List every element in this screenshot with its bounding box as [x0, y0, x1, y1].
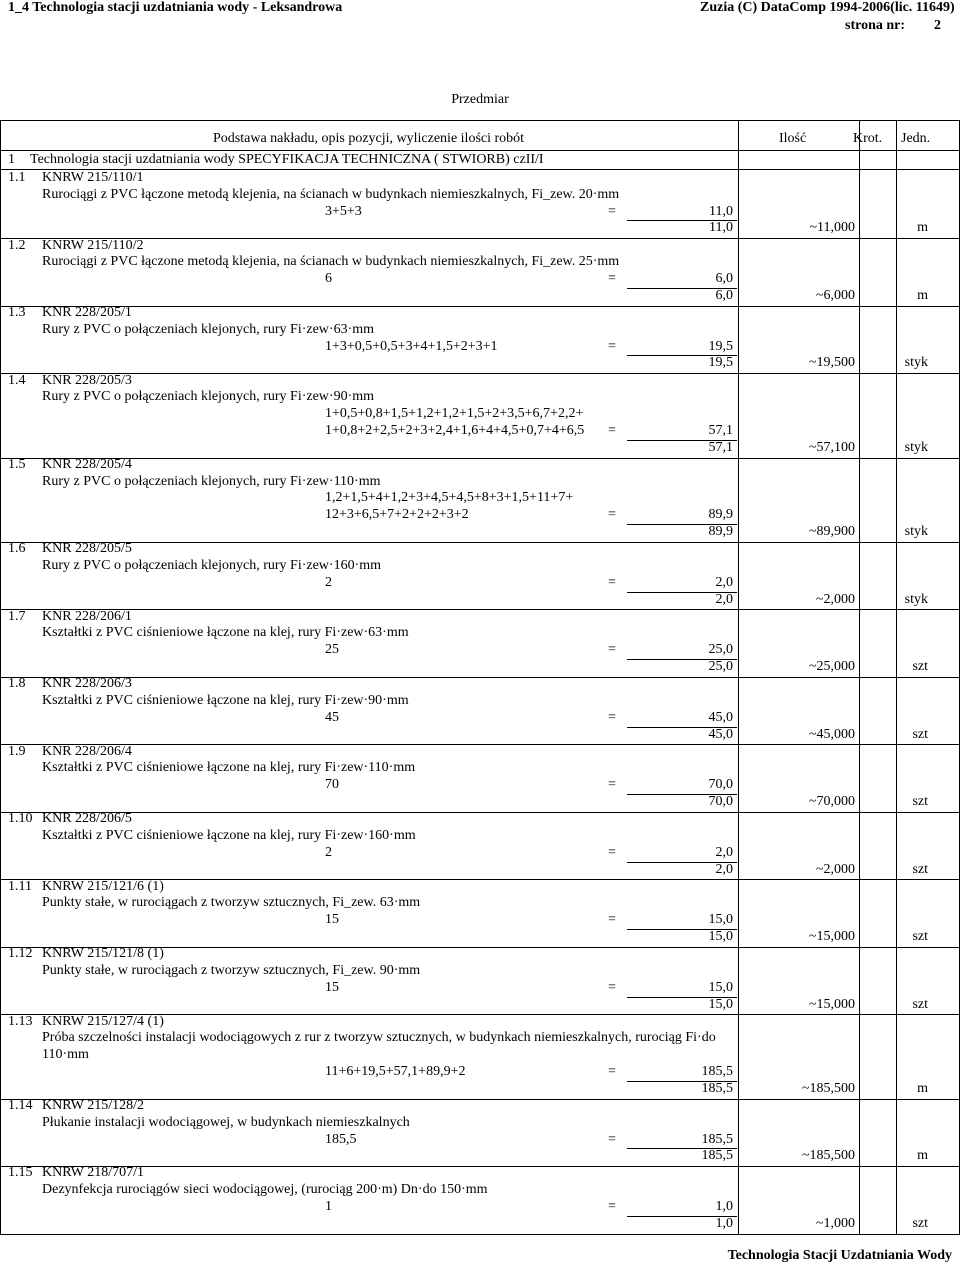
item-calculation: 1+0,5+0,8+1,5+1,2+1,2+1,5+2+3,5+6,7+2,2+	[325, 406, 584, 422]
item-code: KNR 228/206/5	[42, 811, 132, 827]
item-description: 110·mm	[42, 1047, 89, 1063]
item-code: KNRW 215/110/2	[42, 237, 144, 253]
item-number: 1.2	[8, 237, 26, 253]
item-sum: 11,0	[709, 220, 733, 236]
item-unit: szt	[912, 794, 928, 809]
item-description: Punkty stałe, w rurociągach z tworzyw sztucznych, Fi_zew. 90·mm	[42, 962, 421, 978]
item-krot: ~15,000	[808, 996, 855, 1012]
item-calculation: 2	[325, 574, 332, 590]
item-code: KNR 228/206/1	[42, 608, 132, 624]
item-unit: szt	[912, 1215, 928, 1231]
item-krot: ~45,000	[808, 726, 855, 742]
item-sum: 70,0	[708, 794, 733, 809]
item-unit: styk	[904, 355, 928, 371]
page-number-value: 2	[934, 18, 942, 33]
item-description: Kształtki z PVC ciśnieniowe łączone na klej, rury Fi·zew·90·mm	[42, 692, 409, 708]
item-krot: ~70,000	[808, 794, 855, 809]
item-calculation: 12+3+6,5+7+2+2+2+3+2	[325, 507, 469, 523]
page-title: Przedmiar	[451, 92, 509, 107]
item-code: KNR 228/205/3	[42, 372, 132, 388]
item-krot: ~89,900	[808, 524, 855, 539]
column-header-krot: Krot.	[853, 131, 883, 146]
item-krot: ~25,000	[808, 659, 855, 674]
section-bottom-border	[0, 169, 960, 170]
item-unit: m	[917, 287, 928, 303]
document-footer: Technologia Stacji Uzdatniania Wody	[727, 1248, 952, 1263]
item-calculation: 1+0,8+2+2,5+2+3+2,4+1,6+4+4,5+0,7+4+6,5	[325, 422, 585, 438]
column-header-desc: Podstawa nakładu, opis pozycji, wyliczenie ilości robót	[213, 131, 525, 146]
row-separator	[0, 677, 960, 678]
item-equals: =	[608, 1064, 616, 1079]
item-sum: 15,0	[708, 996, 733, 1012]
item-calculation: 1,2+1,5+4+1,2+3+4,5+4,5+8+3+1,5+11+7+	[325, 490, 574, 506]
item-value: 1,0	[715, 1199, 733, 1214]
item-krot: ~11,000	[809, 220, 855, 236]
item-unit: m	[917, 1080, 928, 1096]
item-description: Rurociągi z PVC łączone metodą klejenia, na ścianach w budynkach niemieszkalnych, Fi_zew. 25·mm	[42, 254, 620, 270]
item-calculation: 1	[325, 1199, 332, 1214]
item-code: KNRW 218/707/1	[42, 1165, 145, 1181]
item-equals: =	[608, 844, 616, 860]
item-description: Rury z PVC o połączeniach klejonych, rury Fi·zew·110·mm	[42, 473, 381, 489]
item-description: Punkty stałe, w rurociągach z tworzyw sztucznych, Fi_zew. 63·mm	[42, 895, 421, 911]
item-sum: 19,5	[708, 355, 733, 371]
item-number: 1.3	[8, 305, 26, 320]
item-krot: ~185,500	[801, 1080, 855, 1096]
item-krot: ~2,000	[815, 861, 855, 877]
table-top-border	[0, 120, 960, 121]
item-unit: styk	[904, 591, 928, 607]
item-unit: styk	[904, 439, 928, 455]
column-divider-unit	[896, 120, 897, 1234]
document-header-right: Zuzia (C) DataComp 1994-2006(lic. 11649)	[700, 0, 955, 15]
item-number: 1.10	[8, 811, 33, 827]
item-calculation: 6	[325, 271, 332, 287]
item-unit: szt	[912, 996, 928, 1012]
item-code: KNR 228/206/4	[42, 743, 132, 759]
row-separator	[0, 238, 960, 239]
column-header-qty: Ilość	[779, 131, 807, 146]
item-description: Kształtki z PVC ciśnieniowe łączone na klej, rury Fi·zew·63·mm	[42, 625, 409, 641]
item-sum: 89,9	[708, 524, 733, 539]
item-description: Rury z PVC o połączeniach klejonych, rury Fi·zew·90·mm	[42, 389, 375, 405]
item-sum: 57,1	[708, 439, 733, 455]
item-number: 1.7	[8, 608, 26, 624]
item-equals: =	[608, 912, 616, 928]
item-sum: 25,0	[708, 659, 733, 674]
item-sum: 1,0	[715, 1215, 733, 1231]
item-number: 1.5	[8, 456, 26, 472]
row-separator	[0, 458, 960, 459]
item-description: Próba szczelności instalacji wodociągowych z rur z tworzyw sztucznych, w budynkach niemieszkalnych, rurociąg Fi·do	[42, 1030, 716, 1046]
row-separator	[0, 542, 960, 543]
item-value: 70,0	[708, 777, 733, 793]
item-equals: =	[608, 574, 616, 590]
item-equals: =	[608, 1199, 616, 1214]
item-calculation: 185,5	[325, 1131, 357, 1147]
item-value: 89,9	[708, 507, 733, 523]
item-description: Rurociągi z PVC łączone metodą klejenia, na ścianach w budynkach niemieszkalnych, Fi_zew. 20·mm	[42, 186, 620, 202]
item-unit: szt	[912, 861, 928, 877]
item-value: 15,0	[708, 912, 733, 928]
item-description: Kształtki z PVC ciśnieniowe łączone na klej, rury Fi·zew·110·mm	[42, 760, 416, 776]
item-calculation: 1+3+0,5+0,5+3+4+1,5+2+3+1	[325, 338, 498, 354]
item-code: KNRW 215/121/8 (1)	[42, 946, 164, 962]
item-code: KNR 228/205/5	[42, 541, 132, 557]
item-equals: =	[608, 271, 616, 287]
item-description: Rury z PVC o połączeniach klejonych, rury Fi·zew·160·mm	[42, 557, 382, 573]
page-number-row	[845, 18, 941, 34]
item-value: 2,0	[715, 574, 733, 590]
item-krot: ~6,000	[815, 287, 855, 303]
item-krot: ~2,000	[815, 591, 855, 607]
item-sum: 45,0	[708, 726, 733, 742]
item-unit: m	[917, 220, 928, 236]
item-description: Rury z PVC o połączeniach klejonych, rury Fi·zew·63·mm	[42, 321, 375, 337]
item-value: 185,5	[701, 1131, 733, 1147]
item-number: 1.14	[8, 1097, 33, 1113]
item-krot: ~19,500	[808, 355, 855, 371]
item-number: 1.6	[8, 541, 26, 557]
document-header-left: 1_4 Technologia stacji uzdatniania wody - Leksandrowa	[8, 0, 343, 15]
item-sum: 185,5	[701, 1080, 733, 1096]
item-equals: =	[608, 1131, 616, 1147]
item-sum: 2,0	[715, 861, 733, 877]
item-number: 1.1	[8, 170, 26, 185]
item-number: 1.11	[8, 878, 32, 894]
item-value: 45,0	[708, 709, 733, 725]
item-unit: szt	[912, 726, 928, 742]
page-number-label: strona nr:	[845, 18, 906, 33]
item-code: KNRW 215/128/2	[42, 1097, 145, 1113]
item-number: 1.4	[8, 372, 26, 388]
row-separator	[0, 1234, 960, 1235]
column-divider-krot	[859, 120, 860, 1234]
item-unit: szt	[912, 929, 928, 944]
item-equals: =	[608, 979, 616, 995]
item-number: 1.13	[8, 1013, 33, 1029]
header-bottom-border	[0, 150, 960, 151]
item-equals: =	[608, 338, 616, 354]
item-calculation: 25	[325, 642, 339, 658]
item-value: 25,0	[708, 642, 733, 658]
item-code: KNRW 215/127/4 (1)	[42, 1013, 164, 1029]
item-unit: m	[917, 1148, 928, 1164]
item-value: 15,0	[708, 979, 733, 995]
item-calculation: 15	[325, 912, 339, 928]
column-divider-qty	[738, 120, 739, 1234]
item-equals: =	[608, 422, 616, 438]
item-unit: szt	[912, 659, 928, 674]
item-calculation: 11+6+19,5+57,1+89,9+2	[325, 1064, 466, 1079]
item-sum: 6,0	[715, 287, 733, 303]
item-sum: 2,0	[715, 591, 733, 607]
item-number: 1.8	[8, 676, 26, 692]
item-description: Kształtki z PVC ciśnieniowe łączone na klej, rury Fi·zew·160·mm	[42, 827, 416, 843]
item-krot: ~185,500	[801, 1148, 855, 1164]
section-title: Technologia stacji uzdatniania wody SPECYFIKACJA TECHNICZNA ( STWIORB) czII/I	[30, 152, 544, 167]
item-number: 1.9	[8, 743, 26, 759]
item-unit: styk	[904, 524, 928, 539]
item-code: KNRW 215/110/1	[42, 170, 144, 185]
item-equals: =	[608, 642, 616, 658]
item-krot: ~1,000	[815, 1215, 855, 1231]
column-header-unit: Jedn.	[901, 131, 931, 146]
item-krot: ~15,000	[808, 929, 855, 944]
item-equals: =	[608, 203, 616, 219]
item-code: KNR 228/206/3	[42, 676, 132, 692]
row-separator	[0, 812, 960, 813]
row-separator	[0, 609, 960, 610]
item-sum: 185,5	[701, 1148, 733, 1164]
item-calculation: 3+5+3	[325, 203, 362, 219]
row-separator	[0, 373, 960, 374]
item-value: 19,5	[708, 338, 733, 354]
item-calculation: 15	[325, 979, 339, 995]
item-calculation: 70	[325, 777, 339, 793]
item-equals: =	[608, 777, 616, 793]
item-number: 1.15	[8, 1165, 33, 1181]
item-value: 185,5	[701, 1064, 733, 1079]
row-separator	[0, 306, 960, 307]
item-code: KNR 228/205/1	[42, 305, 132, 320]
item-value: 6,0	[715, 271, 733, 287]
item-value: 57,1	[708, 422, 733, 438]
item-code: KNRW 215/121/6 (1)	[42, 878, 164, 894]
item-calculation: 2	[325, 844, 332, 860]
item-equals: =	[608, 709, 616, 725]
row-separator	[0, 744, 960, 745]
item-code: KNR 228/205/4	[42, 456, 132, 472]
item-value: 11,0	[709, 203, 733, 219]
item-equals: =	[608, 507, 616, 523]
item-sum: 15,0	[708, 929, 733, 944]
item-number: 1.12	[8, 946, 33, 962]
item-value: 2,0	[715, 844, 733, 860]
table-left-border	[0, 120, 1, 1234]
section-number: 1	[8, 152, 15, 167]
item-description: Płukanie instalacji wodociągowej, w budynkach niemieszkalnych	[42, 1114, 410, 1130]
item-krot: ~57,100	[808, 439, 855, 455]
item-calculation: 45	[325, 709, 339, 725]
item-description: Dezynfekcja rurociągów sieci wodociągowej, (rurociąg 200·m) Dn·do 150·mm	[42, 1182, 488, 1198]
